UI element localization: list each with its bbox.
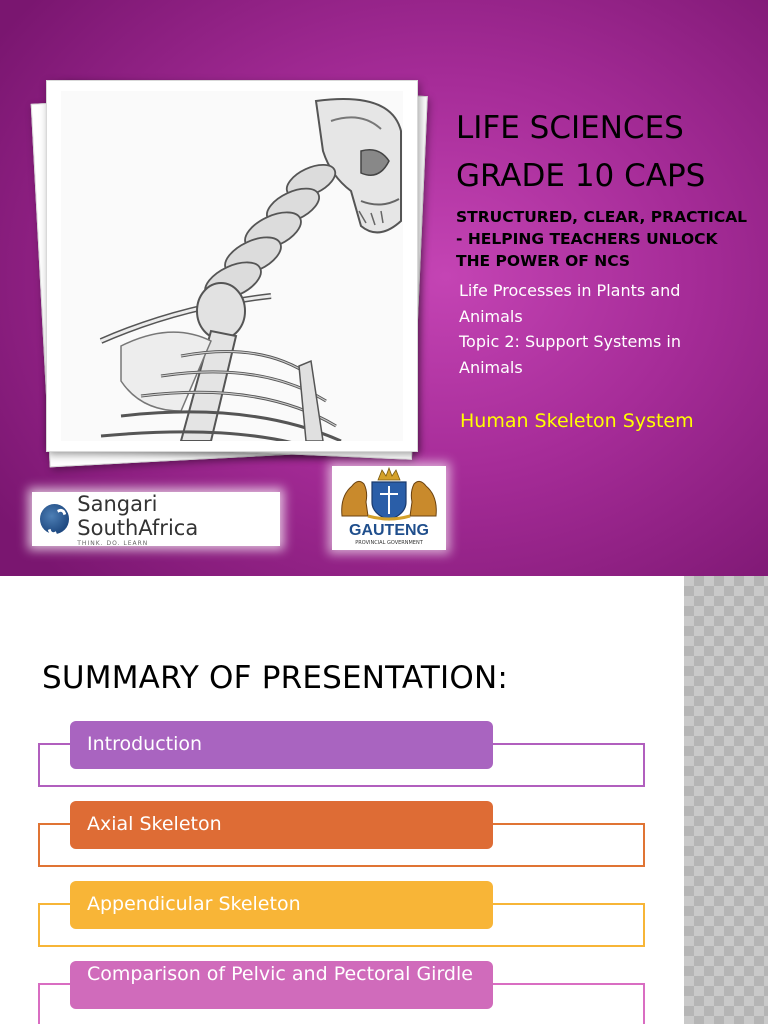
topic-line-1: Life Processes in Plants and Animals	[459, 281, 681, 326]
topic-text	[459, 278, 749, 380]
sangari-logo-icon	[40, 504, 69, 534]
title-line-1: LIFE SCIENCES	[456, 110, 684, 146]
item-label: Comparison of Pelvic and Pectoral Girdle	[70, 961, 493, 1009]
title-line-2: GRADE 10 CAPS	[456, 158, 706, 194]
highlight-text: Human Skeleton System	[460, 410, 694, 432]
summary-item-introduction	[38, 721, 648, 781]
gauteng-logo-subtext: PROVINCIAL GOVERNMENT	[355, 540, 423, 546]
skeleton-drawing	[61, 91, 403, 441]
summary-item-appendicular-skeleton	[38, 881, 648, 941]
summary-slide	[0, 576, 768, 1024]
decorative-pattern-strip	[684, 576, 768, 1024]
summary-item-axial-skeleton	[38, 801, 648, 861]
photo-stack	[30, 80, 430, 470]
item-label: Axial Skeleton	[70, 801, 493, 849]
photo-card-front	[46, 80, 418, 452]
sangari-logo	[32, 492, 280, 546]
gauteng-crest-icon	[332, 466, 446, 522]
sangari-tagline: THINK. DO. LEARN	[77, 539, 149, 547]
skeleton-sketch-image	[61, 91, 403, 441]
topic-line-2: Topic 2: Support Systems in Animals	[459, 332, 681, 377]
gauteng-logo-text: GAUTENG	[349, 522, 429, 539]
sangari-logo-text: Sangari SouthAfrica	[77, 491, 199, 540]
gauteng-logo	[332, 466, 446, 550]
title-block	[456, 104, 756, 272]
summary-title: SUMMARY OF PRESENTATION:	[42, 660, 509, 696]
item-label: Introduction	[70, 721, 493, 769]
item-label: Appendicular Skeleton	[70, 881, 493, 929]
subtitle: STRUCTURED, CLEAR, PRACTICAL - HELPING TEACHERS UNLOCK THE POWER OF NCS	[456, 208, 748, 270]
summary-item-comparison	[38, 961, 648, 1021]
